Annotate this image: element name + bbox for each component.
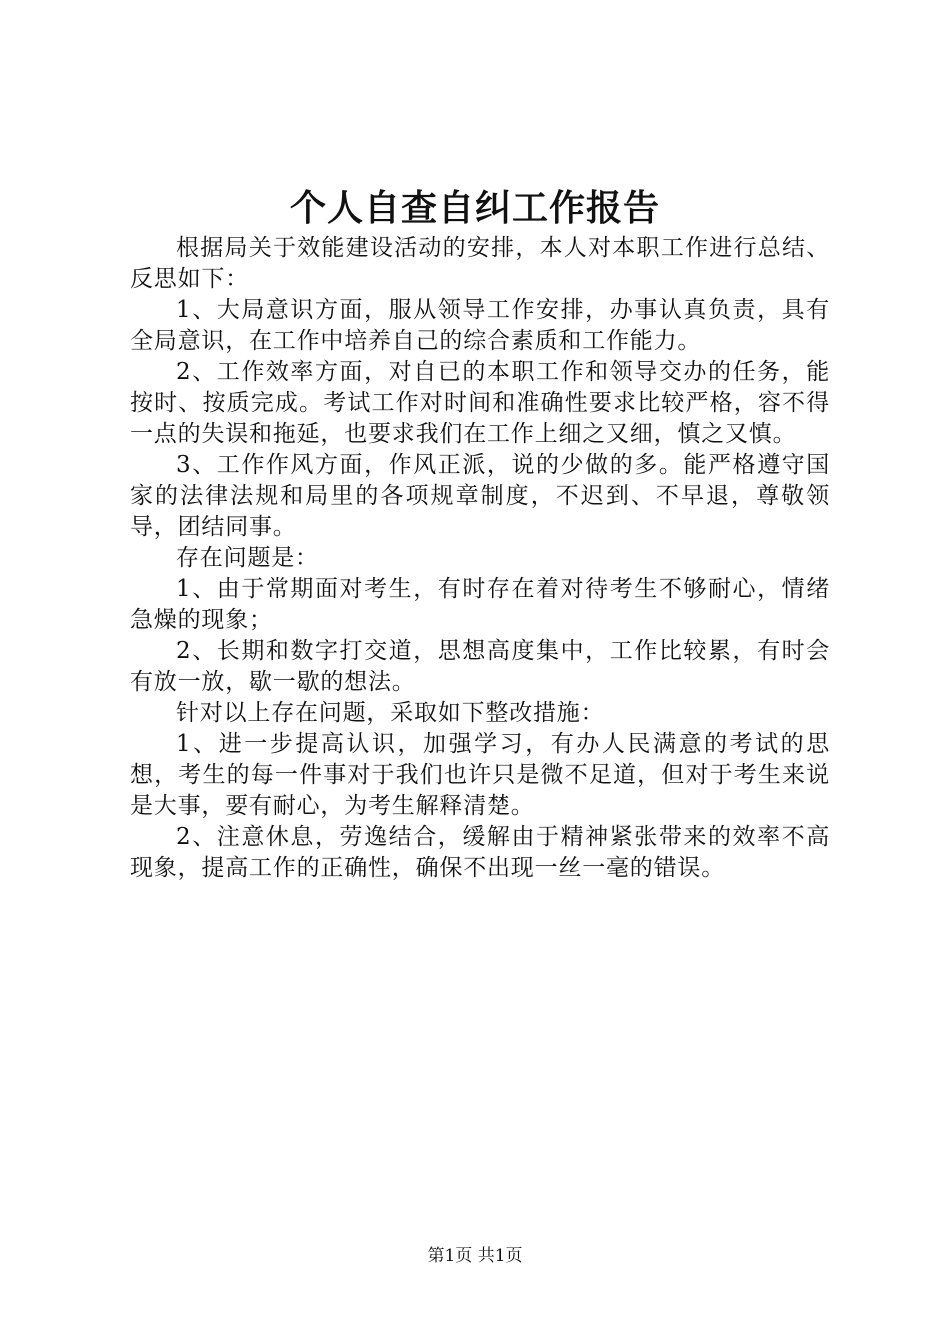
document-body xyxy=(130,233,830,884)
paragraph-item: 2、注意休息，劳逸结合，缓解由于精神紧张带来的效率不高现象，提高工作的正确性，确保不出现一丝一毫的错误。 xyxy=(130,824,830,881)
paragraph-intro: 根据局关于效能建设活动的安排，本人对本职工作进行总结、反思如下： xyxy=(130,235,830,292)
paragraph-item: 1、由于常期面对考生，有时存在着对待考生不够耐心，情绪急燥的现象； xyxy=(130,576,830,633)
paragraph-item: 2、工作效率方面，对自已的本职工作和领导交办的任务，能按时、按质完成。考试工作对时间和准确性要求比较严格，容不得一点的失误和拖延，也要求我们在工作上细之又细，慎之又慎。 xyxy=(130,359,830,447)
paragraph-item: 1、进一步提高认识，加强学习，有办人民满意的考试的思想，考生的每一件事对于我们也许只是微不足道，但对于考生来说是大事，要有耐心，为考生解释清楚。 xyxy=(130,731,830,819)
page-number-footer: 第1页 共1页 xyxy=(427,1246,523,1266)
paragraph-heading-problems: 存在问题是： xyxy=(176,545,319,571)
document-title: 个人自查自纠工作报告 xyxy=(289,187,660,229)
paragraph-heading-measures: 针对以上存在问题，采取如下整改措施： xyxy=(176,700,605,726)
paragraph-item: 1、大局意识方面，服从领导工作安排，办事认真负责，具有全局意识，在工作中培养自己的综合素质和工作能力。 xyxy=(130,297,830,354)
paragraph-item: 2、长期和数字打交道，思想高度集中，工作比较累，有时会有放一放，歇一歇的想法。 xyxy=(130,638,830,695)
paragraph-item: 3、工作作风方面，作风正派，说的少做的多。能严格遵守国家的法律法规和局里的各项规章制度，不迟到、不早退，尊敬领导，团结同事。 xyxy=(130,452,830,540)
